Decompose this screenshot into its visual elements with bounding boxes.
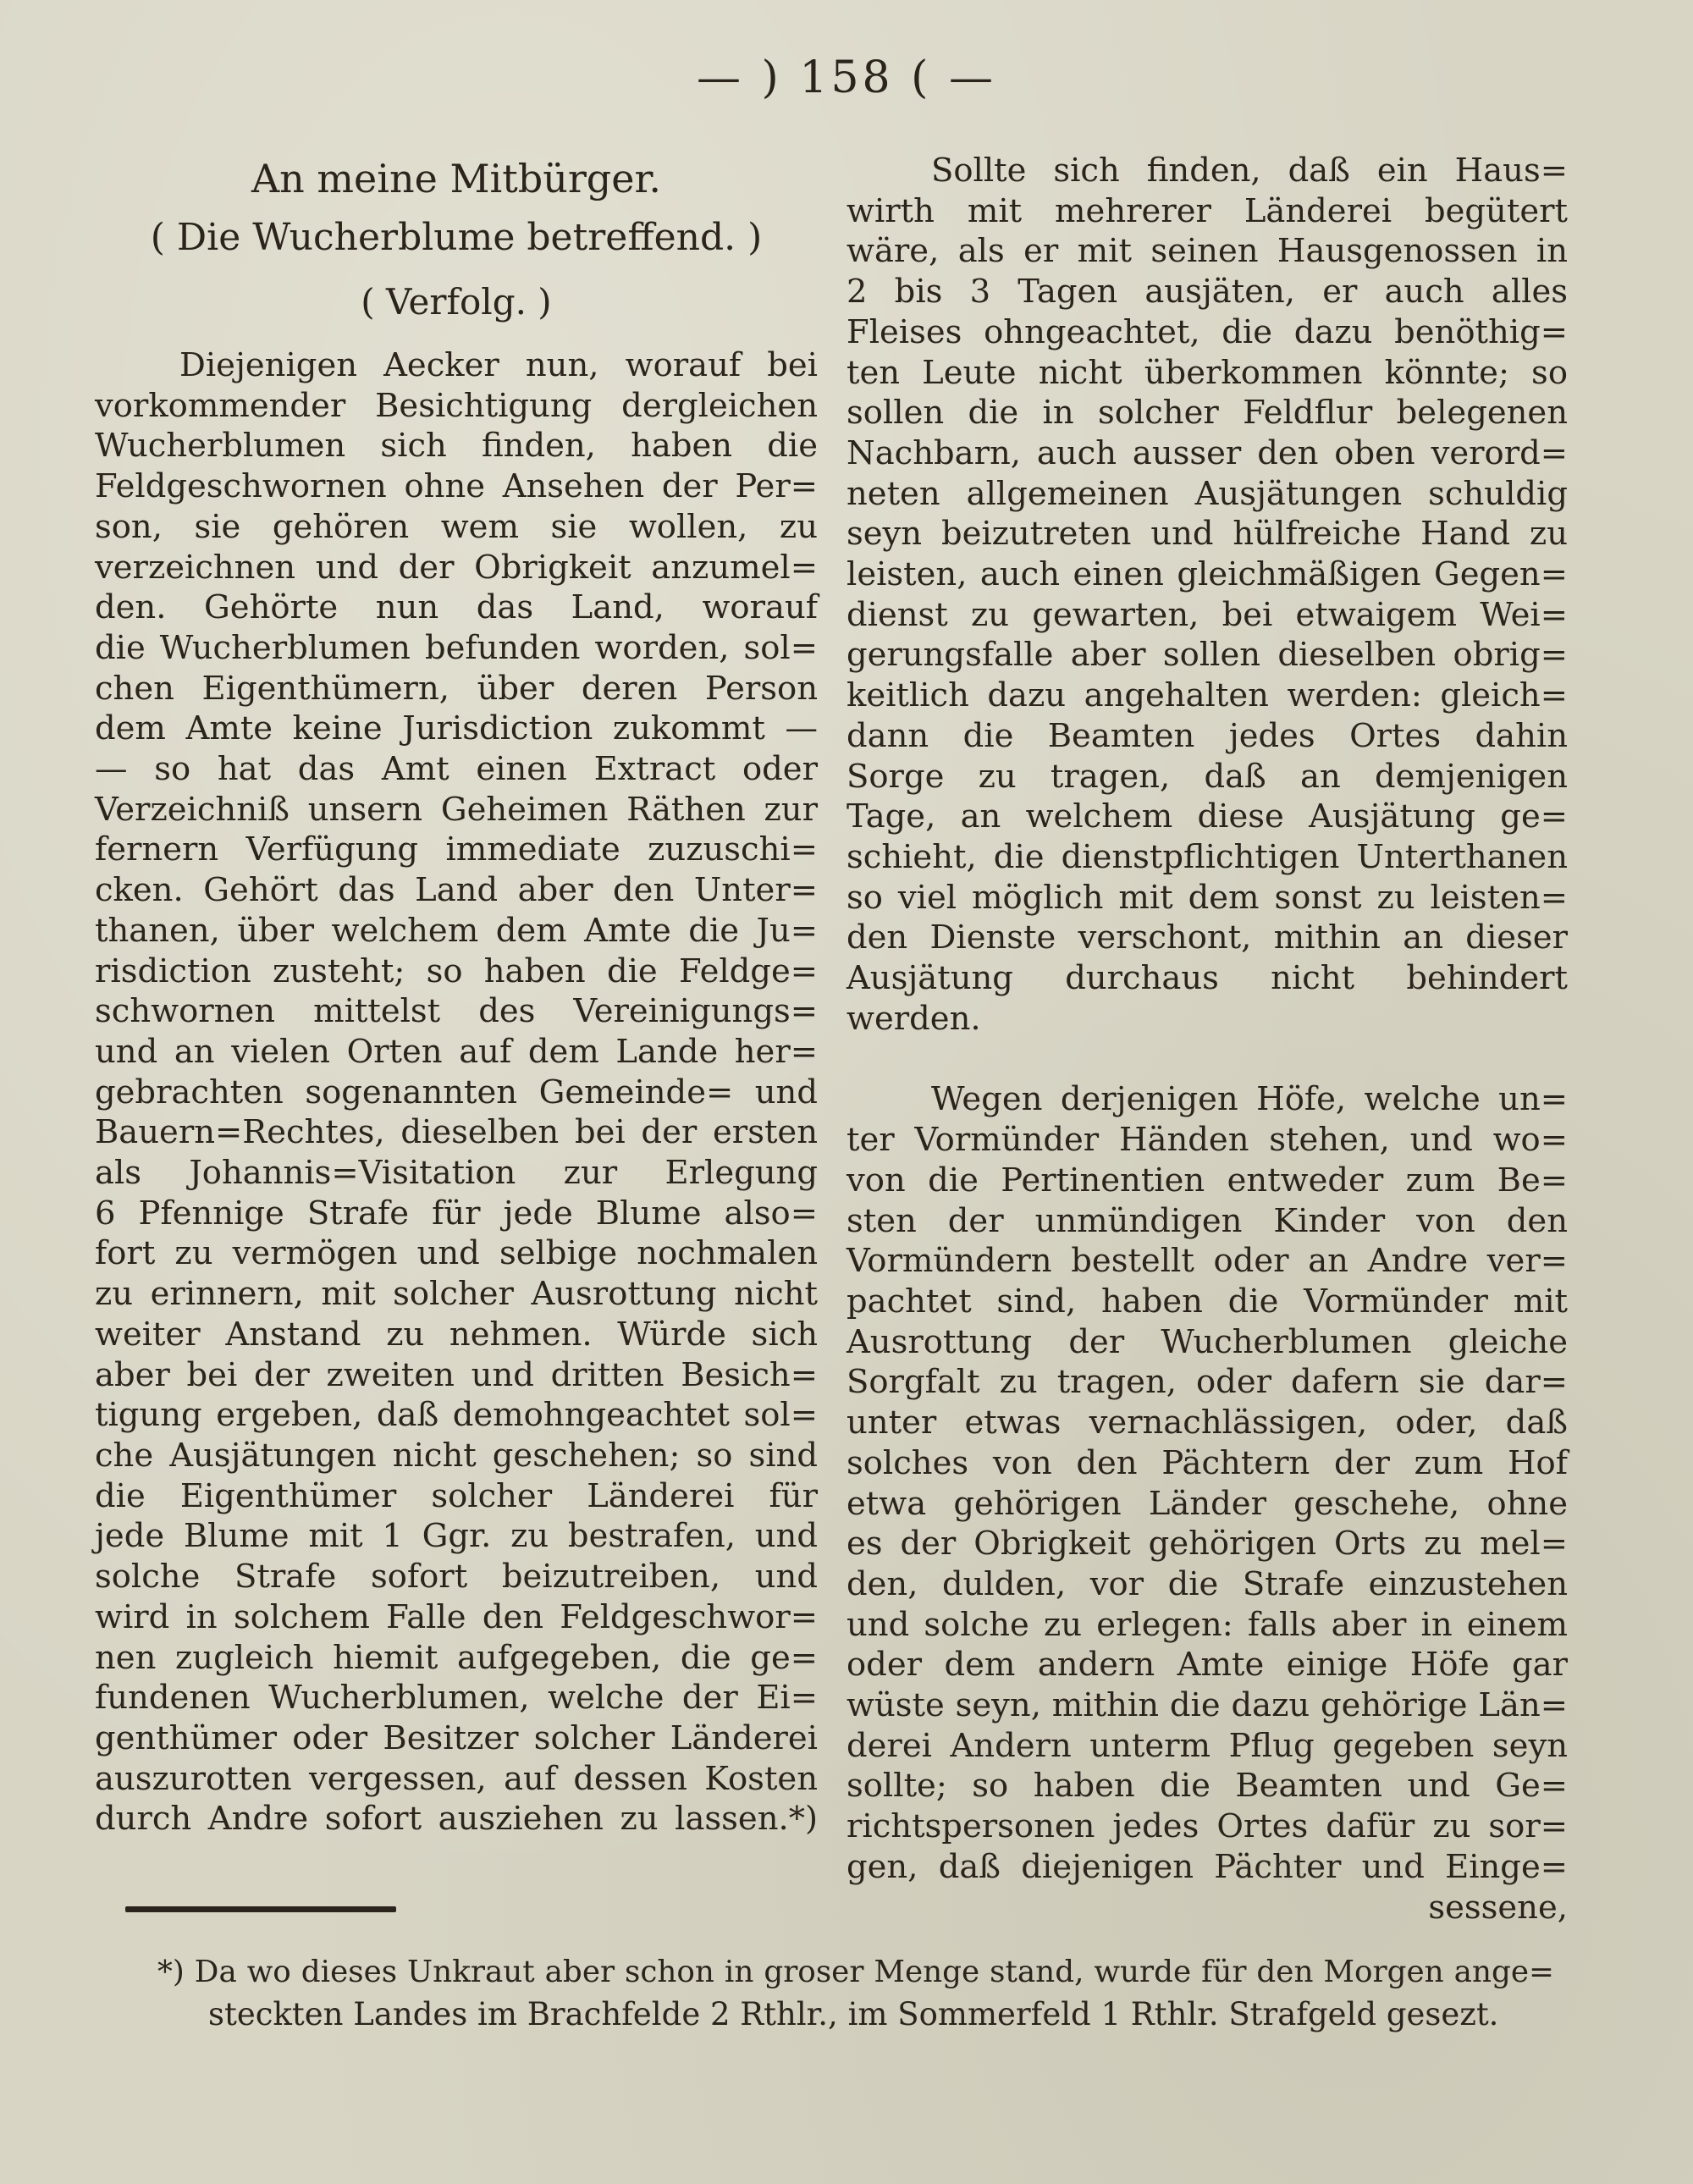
text-line: wirth mit mehrerer Länderei begütert	[846, 191, 1568, 230]
text-line: Feldgeschwornen ohne Ansehen der Per=	[95, 467, 818, 506]
text-line: den Dienste verschont, mithin an dieser	[846, 918, 1568, 957]
text-line: chen Eigenthümern, über deren Person	[95, 669, 818, 708]
text-line: gebrachten sogenannten Gemeinde= und	[95, 1073, 818, 1111]
text-line: solche Strafe sofort beizutreiben, und	[95, 1558, 818, 1597]
text-line: die Eigenthümer solcher Länderei für	[95, 1476, 818, 1515]
text-line: den, dulden, vor die Strafe einzustehen	[846, 1564, 1568, 1603]
text-line: zu erinnern, mit solcher Ausrottung nicht	[95, 1275, 818, 1314]
text-line: es der Obrigkeit gehörigen Orts zu mel=	[846, 1525, 1568, 1564]
footnote-line: *) Da wo dieses Unkraut aber schon in groser Menge stand, wurde für den Morgen ange=	[157, 1955, 1554, 1989]
text-line: aber bei der zweiten und dritten Besich=	[95, 1355, 818, 1394]
text-line: Verzeichniß unsern Geheimen Räthen zur	[95, 790, 818, 829]
text-line: so viel möglich mit dem sonst zu leisten=	[846, 878, 1568, 917]
text-line: weiter Anstand zu nehmen. Würde sich	[95, 1315, 818, 1354]
text-line: fernern Verfügung immediate zuzuschi=	[95, 830, 818, 869]
text-line: verzeichnen und der Obrigkeit anzumel=	[95, 548, 818, 587]
text-line: son, sie gehören wem sie wollen, zu	[95, 507, 818, 546]
article-title: An meine Mitbürger.	[251, 156, 662, 201]
text-line: vorkommender Besichtigung dergleichen	[95, 386, 818, 425]
text-line: und an vielen Orten auf dem Lande her=	[95, 1032, 818, 1071]
text-line: Wucherblumen sich finden, haben die	[95, 427, 818, 466]
text-line: Sorgfalt zu tragen, oder dafern sie dar=	[846, 1363, 1568, 1402]
text-line: wäre, als er mit seinen Hausgenossen in	[846, 232, 1568, 271]
left-column	[95, 152, 818, 1839]
text-line: dienst zu gewarten, bei etwaigem Wei=	[846, 595, 1568, 634]
text-line: genthümer oder Besitzer solcher Länderei	[95, 1718, 818, 1757]
text-line: fort zu vermögen und selbige nochmalen	[95, 1234, 818, 1273]
text-line: leisten, auch einen gleichmäßigen Gegen=	[846, 555, 1568, 594]
text-line: — so hat das Amt einen Extract oder	[95, 750, 818, 789]
text-line: richtspersonen jedes Ortes dafür zu sor=	[846, 1807, 1568, 1846]
text-line: Vormündern bestellt oder an Andre ver=	[846, 1242, 1568, 1281]
text-line: auszurotten vergessen, auf dessen Kosten	[95, 1759, 818, 1798]
text-line: gerungsfalle aber sollen dieselben obrig=	[846, 636, 1568, 675]
text-line: keitlich dazu angehalten werden: gleich=	[846, 676, 1568, 715]
right-paragraph-2	[846, 1079, 1568, 1928]
continuation-note: ( Verfolg. )	[361, 281, 552, 323]
right-column	[846, 151, 1568, 1928]
text-line: oder dem andern Amte einige Höfe gar	[846, 1646, 1568, 1685]
page-number-header: — ) 158 ( —	[697, 52, 996, 103]
text-line: Nachbarn, auch ausser den oben verord=	[846, 433, 1568, 472]
text-line: seyn beizutreten und hülfreiche Hand zu	[846, 515, 1568, 554]
text-line: pachtet sind, haben die Vormünder mit	[846, 1282, 1568, 1321]
text-line: Ausjätung durchaus nicht behindert	[846, 959, 1568, 998]
text-line: den. Gehörte nun das Land, worauf	[95, 588, 818, 627]
text-line: Fleises ohngeachtet, die dazu benöthig=	[846, 312, 1568, 351]
text-line: Bauern=Rechtes, dieselben bei der ersten	[95, 1113, 818, 1152]
text-line: che Ausjätungen nicht geschehen; so sind	[95, 1436, 818, 1475]
text-line: und solche zu erlegen: falls aber in einem	[846, 1605, 1568, 1644]
text-line: neten allgemeinen Ausjätungen schuldig	[846, 474, 1568, 513]
text-line: risdiction zusteht; so haben die Feldge=	[95, 951, 818, 990]
text-line: ter Vormünder Händen stehen, und wo=	[846, 1121, 1568, 1160]
footnote-line: steckten Landes im Brachfelde 2 Rthlr., im Sommerfeld 1 Rthlr. Strafgeld gesezt.	[208, 1996, 1499, 2032]
text-line: Ausrottung der Wucherblumen gleiche	[846, 1322, 1568, 1361]
text-line: etwa gehörigen Länder geschehe, ohne	[846, 1484, 1568, 1523]
text-line: als Johannis=Visitation zur Erlegung	[95, 1154, 818, 1193]
text-line: wird in solchem Falle den Feldgeschwor=	[95, 1597, 818, 1636]
text-line: 6 Pfennige Strafe für jede Blume also=	[95, 1194, 818, 1233]
text-line: jede Blume mit 1 Ggr. zu bestrafen, und	[95, 1517, 818, 1556]
text-line: gen, daß diejenigen Pächter und Einge=	[846, 1847, 1568, 1886]
text-line: die Wucherblumen befunden worden, sol=	[95, 628, 818, 667]
text-line: schieht, die dienstpflichtigen Unterthanen	[846, 837, 1568, 876]
text-line: dann die Beamten jedes Ortes dahin	[846, 716, 1568, 755]
text-line: sten der unmündigen Kinder von den	[846, 1201, 1568, 1240]
text-line: 2 bis 3 Tagen ausjäten, er auch alles	[846, 273, 1568, 312]
footnote-rule	[125, 1906, 396, 1912]
article-subtitle: ( Die Wucherblume betreffend. )	[150, 216, 763, 259]
right-paragraph-1	[846, 151, 1568, 1039]
footnote	[157, 1951, 1554, 2036]
text-line: Sollte sich finden, daß ein Haus=	[931, 152, 1568, 190]
text-line: unter etwas vernachlässigen, oder, daß	[846, 1404, 1568, 1442]
paragraph-gap	[846, 1039, 1568, 1079]
text-line: dem Amte keine Jurisdiction zukommt —	[95, 709, 818, 748]
catchword-line: sessene,	[1428, 1888, 1568, 1927]
text-line: Sorge zu tragen, daß an demjenigen	[846, 757, 1568, 796]
text-line: von die Pertinentien entweder zum Be=	[846, 1161, 1568, 1200]
text-line: cken. Gehört das Land aber den Unter=	[95, 871, 818, 910]
text-line: fundenen Wucherblumen, welche der Ei=	[95, 1679, 818, 1718]
text-line: thanen, über welchem dem Amte die Ju=	[95, 911, 818, 950]
text-line: derei Andern unterm Pflug gegeben seyn	[846, 1726, 1568, 1765]
text-line: solches von den Pächtern der zum Hof	[846, 1443, 1568, 1482]
text-line: Wegen derjenigen Höfe, welche un=	[931, 1080, 1568, 1119]
text-line: wüste seyn, mithin die dazu gehörige Län=	[846, 1686, 1568, 1725]
text-line: Tage, an welchem diese Ausjätung ge=	[846, 797, 1568, 836]
text-line: sollen die in solcher Feldflur belegenen	[846, 394, 1568, 433]
text-line: schwornen mittelst des Vereinigungs=	[95, 992, 818, 1031]
text-line: ten Leute nicht überkommen könnte; so	[846, 353, 1568, 392]
left-paragraph	[95, 345, 818, 1839]
text-line: sollte; so haben die Beamten und Ge=	[846, 1767, 1568, 1806]
text-line: durch Andre sofort ausziehen zu lassen.*)	[95, 1800, 818, 1839]
text-line: tigung ergeben, daß demohngeachtet sol=	[95, 1396, 818, 1435]
text-line: nen zugleich hiemit aufgegeben, die ge=	[95, 1638, 818, 1677]
text-line: Diejenigen Aecker nun, worauf bei	[179, 346, 818, 384]
text-line: werden.	[846, 999, 981, 1038]
